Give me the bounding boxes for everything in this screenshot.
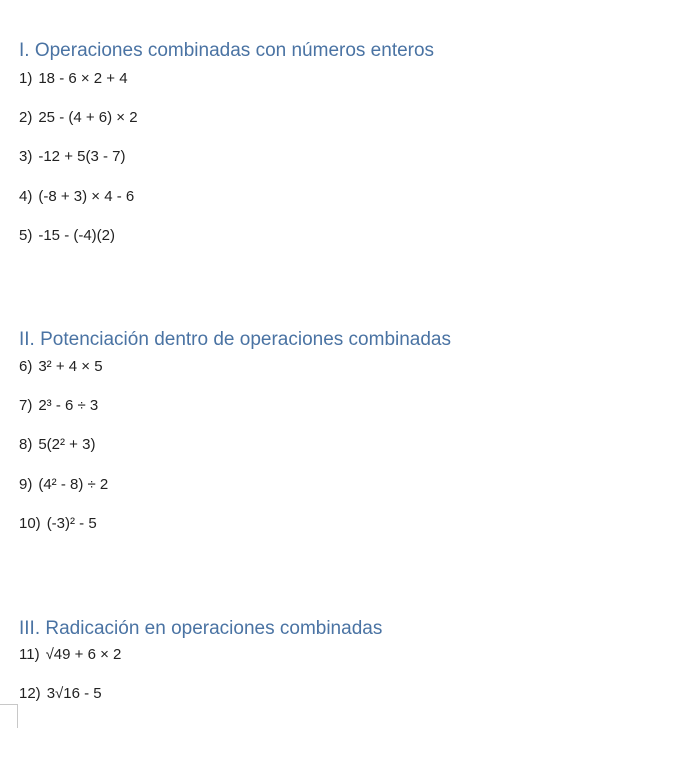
- exercise-expression: 5(2² + 3): [38, 436, 96, 453]
- exercise-expression: -12 + 5(3 - 7): [38, 148, 126, 165]
- exercise-7: [19, 397, 98, 414]
- exercise-number: 5): [19, 227, 33, 244]
- exercise-expression: 2³ - 6 ÷ 3: [38, 397, 99, 414]
- exercise-1: [19, 70, 128, 87]
- exercise-expression: 3√16 - 5: [46, 685, 102, 702]
- section-title-1: I. Operaciones combinadas con números enteros: [19, 40, 435, 61]
- exercise-number: 8): [19, 436, 33, 453]
- exercise-12: [19, 685, 102, 702]
- exercise-number: 4): [19, 188, 33, 205]
- exercise-number: 7): [19, 397, 33, 414]
- exercise-6: [19, 358, 103, 375]
- exercise-11: [19, 646, 121, 663]
- exercise-expression: √49 + 6 × 2: [45, 646, 122, 663]
- exercise-10: [19, 515, 97, 532]
- exercise-number: 12): [19, 685, 41, 702]
- section-title-3: III. Radicación en operaciones combinadas: [19, 618, 383, 639]
- exercise-number: 6): [19, 358, 33, 375]
- exercise-number: 2): [19, 109, 33, 126]
- exercise-8: [19, 436, 95, 453]
- exercise-number: 9): [19, 476, 33, 493]
- page-margin-mark: [0, 704, 18, 728]
- exercise-expression: (4² - 8) ÷ 2: [38, 476, 109, 493]
- exercise-2: [19, 109, 138, 126]
- exercise-number: 11): [19, 646, 40, 663]
- section-title-2: II. Potenciación dentro de operaciones combinadas: [19, 329, 451, 350]
- exercise-3: [19, 148, 125, 165]
- exercise-4: [19, 188, 134, 205]
- exercise-number: 3): [19, 148, 33, 165]
- exercise-9: [19, 476, 108, 493]
- exercise-expression: -15 - (-4)(2): [38, 227, 116, 244]
- exercise-5: [19, 227, 115, 244]
- exercise-expression: (-8 + 3) × 4 - 6: [38, 188, 135, 205]
- exercise-expression: 18 - 6 × 2 + 4: [38, 70, 128, 87]
- exercise-number: 10): [19, 515, 41, 532]
- exercise-expression: (-3)² - 5: [46, 515, 97, 532]
- exercise-expression: 3² + 4 × 5: [38, 358, 103, 375]
- exercise-expression: 25 - (4 + 6) × 2: [38, 109, 138, 126]
- exercise-number: 1): [19, 70, 33, 87]
